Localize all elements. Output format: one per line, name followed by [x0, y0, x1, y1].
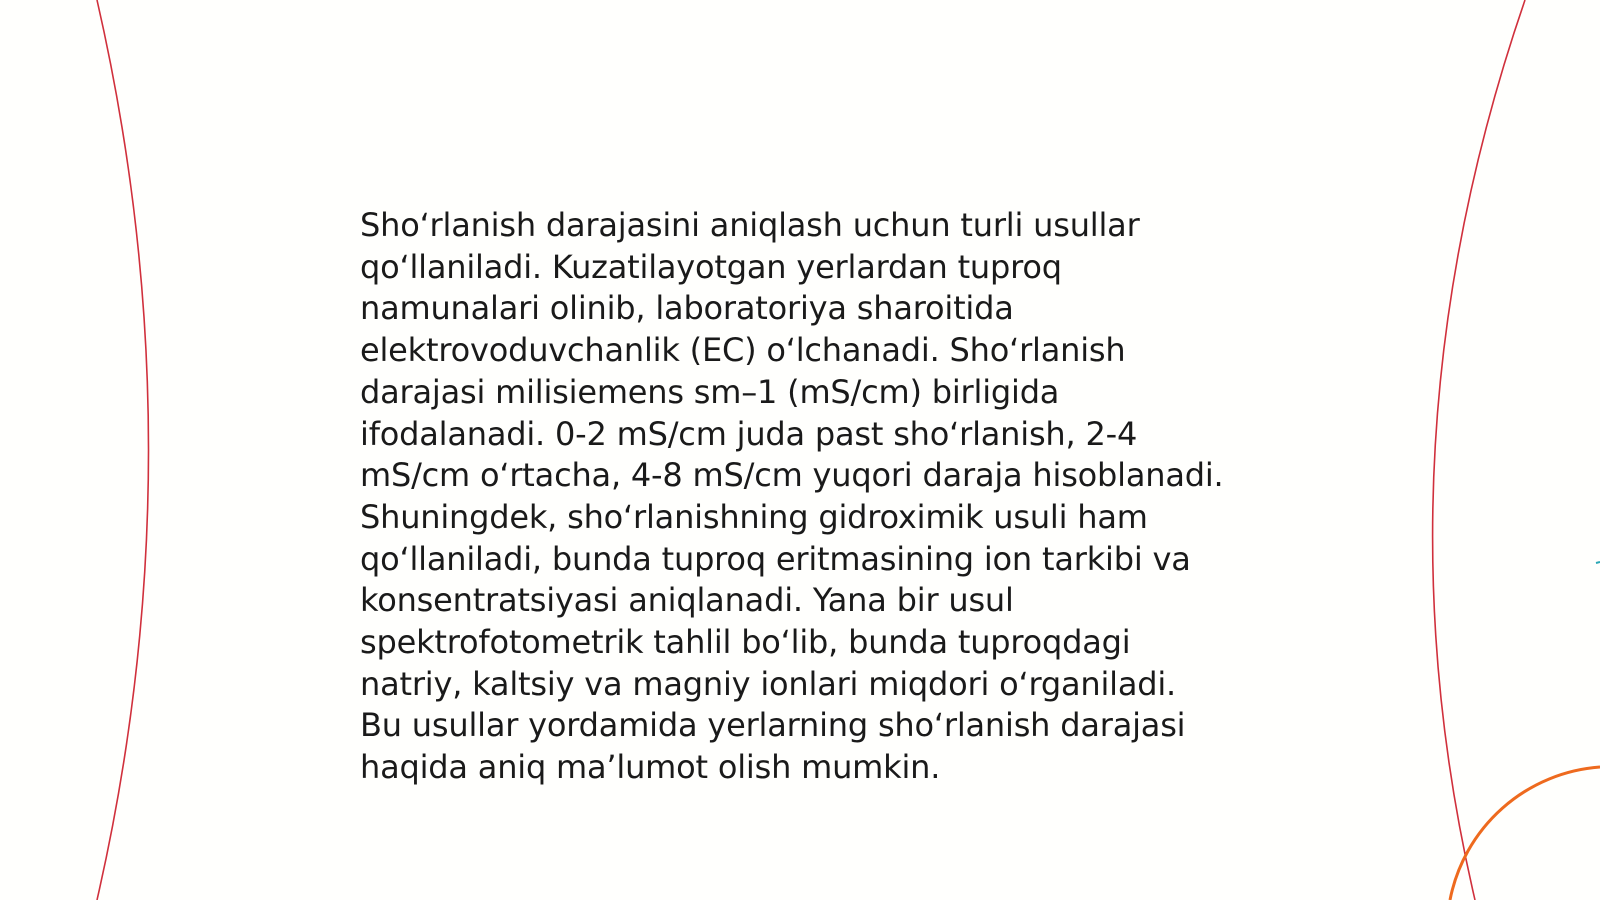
body-paragraph — [360, 205, 1260, 789]
paragraph-line: Sho‘rlanish darajasini aniqlash uchun turli usullar — [360, 206, 1140, 244]
paragraph-line: namunalari olinib, laboratoriya sharoitida — [360, 289, 1014, 328]
paragraph-line: qo‘llaniladi, bunda tuproq eritmasining ion tarkibi va — [360, 539, 1191, 578]
right-border-curve — [1433, 0, 1525, 900]
paragraph-line: haqida aniq ma’lumot olish mumkin. — [360, 748, 941, 787]
paragraph-line: ifodalanadi. 0-2 mS/cm juda past sho‘rlanish, 2-4 — [360, 414, 1138, 453]
paragraph-line: natriy, kaltsiy va magniy ionlari miqdori o‘rganiladi. — [360, 664, 1177, 703]
paragraph-line: konsentratsiyasi aniqlanadi. Yana bir usul — [360, 581, 1014, 620]
paragraph-line: Bu usullar yordamida yerlarning sho‘rlanish darajasi — [360, 706, 1186, 745]
teal-mark — [1596, 562, 1600, 563]
left-border-curve — [97, 0, 149, 900]
orange-arc — [1450, 767, 1600, 900]
paragraph-line: mS/cm o‘rtacha, 4-8 mS/cm yuqori daraja hisoblanadi. — [360, 456, 1224, 495]
paragraph-line: elektrovoduvchanlik (EC) o‘lchanadi. Sho‘rlanish — [360, 331, 1126, 370]
paragraph-line: darajasi milisiemens sm–1 (mS/cm) birligida — [360, 372, 1060, 411]
paragraph-line: Shuningdek, sho‘rlanishning gidroximik usuli ham — [360, 497, 1148, 536]
paragraph-line: spektrofotometrik tahlil bo‘lib, bunda tuproqdagi — [360, 623, 1131, 662]
paragraph-line: qo‘llaniladi. Kuzatilayotgan yerlardan tuproq — [360, 247, 1062, 286]
